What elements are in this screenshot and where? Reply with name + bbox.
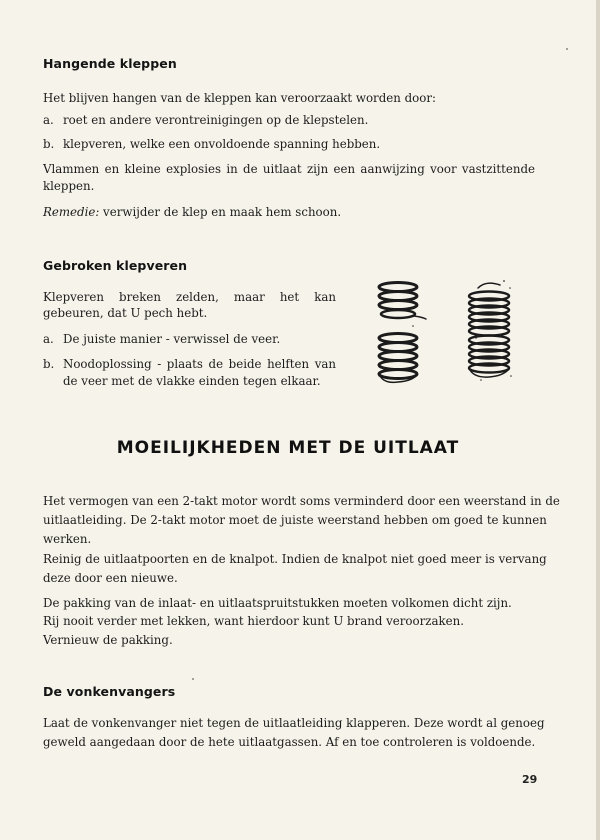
uitlaat-p3-line3: Vernieuw de pakking. [43, 633, 173, 647]
list-item [43, 137, 537, 151]
page-edge-shadow [596, 0, 600, 840]
vlammen-paragraph: Vlammen en kleine explosies in de uitlaat zijn een aanwijzing voor vastzittende kleppen. [43, 162, 535, 193]
remedy-text: verwijder de klep en maak hem schoon. [99, 205, 342, 219]
uitlaat-p1-line1: Het vermogen van een 2-takt motor wordt soms verminderd door een weerstand in de [43, 494, 560, 508]
uitlaat-p1-line2: uitlaatleiding. De 2-takt motor moet de juiste weerstand hebben om goed te kunnen [43, 513, 547, 527]
remedy-line [43, 205, 341, 219]
vonkenvanger-line1: Laat de vonkenvanger niet tegen de uitlaatleiding klapperen. Deze wordt al genoeg [43, 716, 545, 730]
heading-gebroken-klepveren: Gebroken klepveren [43, 258, 188, 273]
heading-hangende-kleppen: Hangende kleppen [43, 56, 177, 71]
list-item-text: roet en andere verontreinigingen op de klepstelen. [63, 113, 369, 127]
klepveren-paragraph: Klepveren breken zelden, maar het kan gebeuren, dat U pech hebt. [43, 290, 336, 320]
list-marker: a. [43, 113, 54, 127]
uitlaat-p3-line1: De pakking van de inlaat- en uitlaatspruitstukken moeten volkomen dicht zijn. [43, 596, 512, 610]
paper-speck [566, 48, 568, 50]
broken-spring-icon [379, 283, 426, 383]
valve-springs-illustration [365, 274, 540, 392]
mended-spring-icon [469, 283, 509, 377]
list-item-text: klepveren, welke een onvoldoende spanning hebben. [63, 137, 381, 151]
hangende-intro: Het blijven hangen van de kleppen kan veroorzaakt worden door: [43, 91, 436, 105]
list-item-text: Noodoplossing - plaats de beide helften van de veer met de vlakke einden tegen elkaar. [63, 357, 336, 388]
paper-speck [192, 678, 194, 680]
vonkenvanger-line2: geweld aangedaan door de hete uitlaatgassen. Af en toe controleren is voldoende. [43, 735, 536, 749]
heading-vonkenvangers: De vonkenvangers [43, 684, 176, 699]
uitlaat-p2-line1: Reinig de uitlaatpoorten en de knalpot. Indien de knalpot niet goed meer is vervang [43, 552, 547, 566]
list-item [43, 113, 537, 127]
uitlaat-p1-line3: werken. [43, 532, 92, 546]
page-number: 29 [522, 773, 538, 786]
list-item [43, 356, 336, 390]
list-item-text: De juiste manier - verwissel de veer. [63, 332, 281, 346]
list-marker: b. [43, 137, 55, 151]
uitlaat-p2-line2: deze door een nieuwe. [43, 571, 178, 585]
remedy-label: Remedie: [43, 205, 100, 219]
list-marker: b. [43, 357, 55, 371]
uitlaat-p3-line2: Rij nooit verder met lekken, want hierdoor kunt U brand veroorzaken. [43, 614, 464, 628]
list-marker: a. [43, 332, 54, 346]
list-item [43, 332, 336, 346]
main-heading: MOEILIJKHEDEN MET DE UITLAAT [116, 438, 460, 458]
